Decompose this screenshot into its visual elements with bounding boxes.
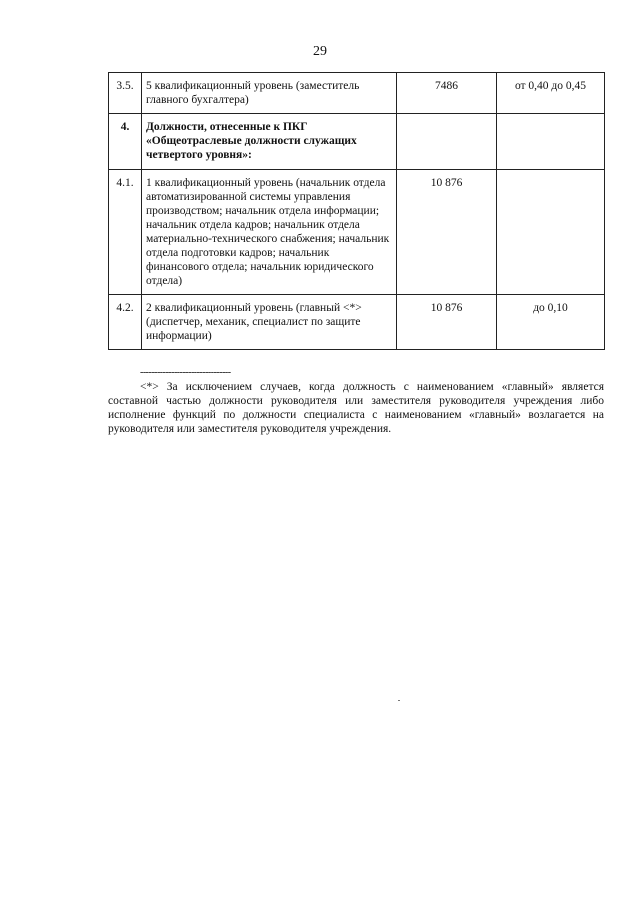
footnote-text: <*> За исключением случаев, когда должность с наименованием «главный» является составной частью должности руководителя или заместителя руководителя учреждения либо исполнение функций по должности специалиста с наименованием «главный» возлагается на руководителя или заместителя руководителя учреждения.	[108, 381, 604, 435]
salary-table	[108, 72, 605, 350]
row-description: 5 квалификационный уровень (заместитель главного бухгалтера)	[142, 73, 397, 114]
row-description: Должности, отнесенные к ПКГ «Общеотраслевые должности служащих четвертого уровня»:	[142, 114, 397, 170]
row-description: 1 квалификационный уровень (начальник отдела автоматизированной системы управления производством; начальник отдела информации; начальник отдела кадров; начальник отдела материально-технического снабжения; начальник отдела подготовки кадров; начальник финансового отдела; начальник юридического отдела)	[142, 170, 397, 295]
table-row	[109, 170, 605, 295]
row-salary-value: 7486	[397, 73, 497, 114]
table-row	[109, 295, 605, 350]
page-number: 29	[313, 44, 327, 59]
table-row	[109, 114, 605, 170]
footnote-separator: --------------------------------	[140, 367, 231, 378]
table-row	[109, 73, 605, 114]
row-salary-value: 10 876	[397, 295, 497, 350]
row-salary-value: 10 876	[397, 170, 497, 295]
scan-speck	[398, 700, 400, 701]
row-coefficient: от 0,40 до 0,45	[497, 73, 605, 114]
row-coefficient: до 0,10	[497, 295, 605, 350]
row-number: 4.2.	[109, 295, 142, 350]
row-salary-value	[397, 114, 497, 170]
row-coefficient	[497, 114, 605, 170]
row-number: 3.5.	[109, 73, 142, 114]
row-number: 4.	[109, 114, 142, 170]
row-coefficient	[497, 170, 605, 295]
row-number: 4.1.	[109, 170, 142, 295]
row-description: 2 квалификационный уровень (главный <*> (диспетчер, механик, специалист по защите информации)	[142, 295, 397, 350]
